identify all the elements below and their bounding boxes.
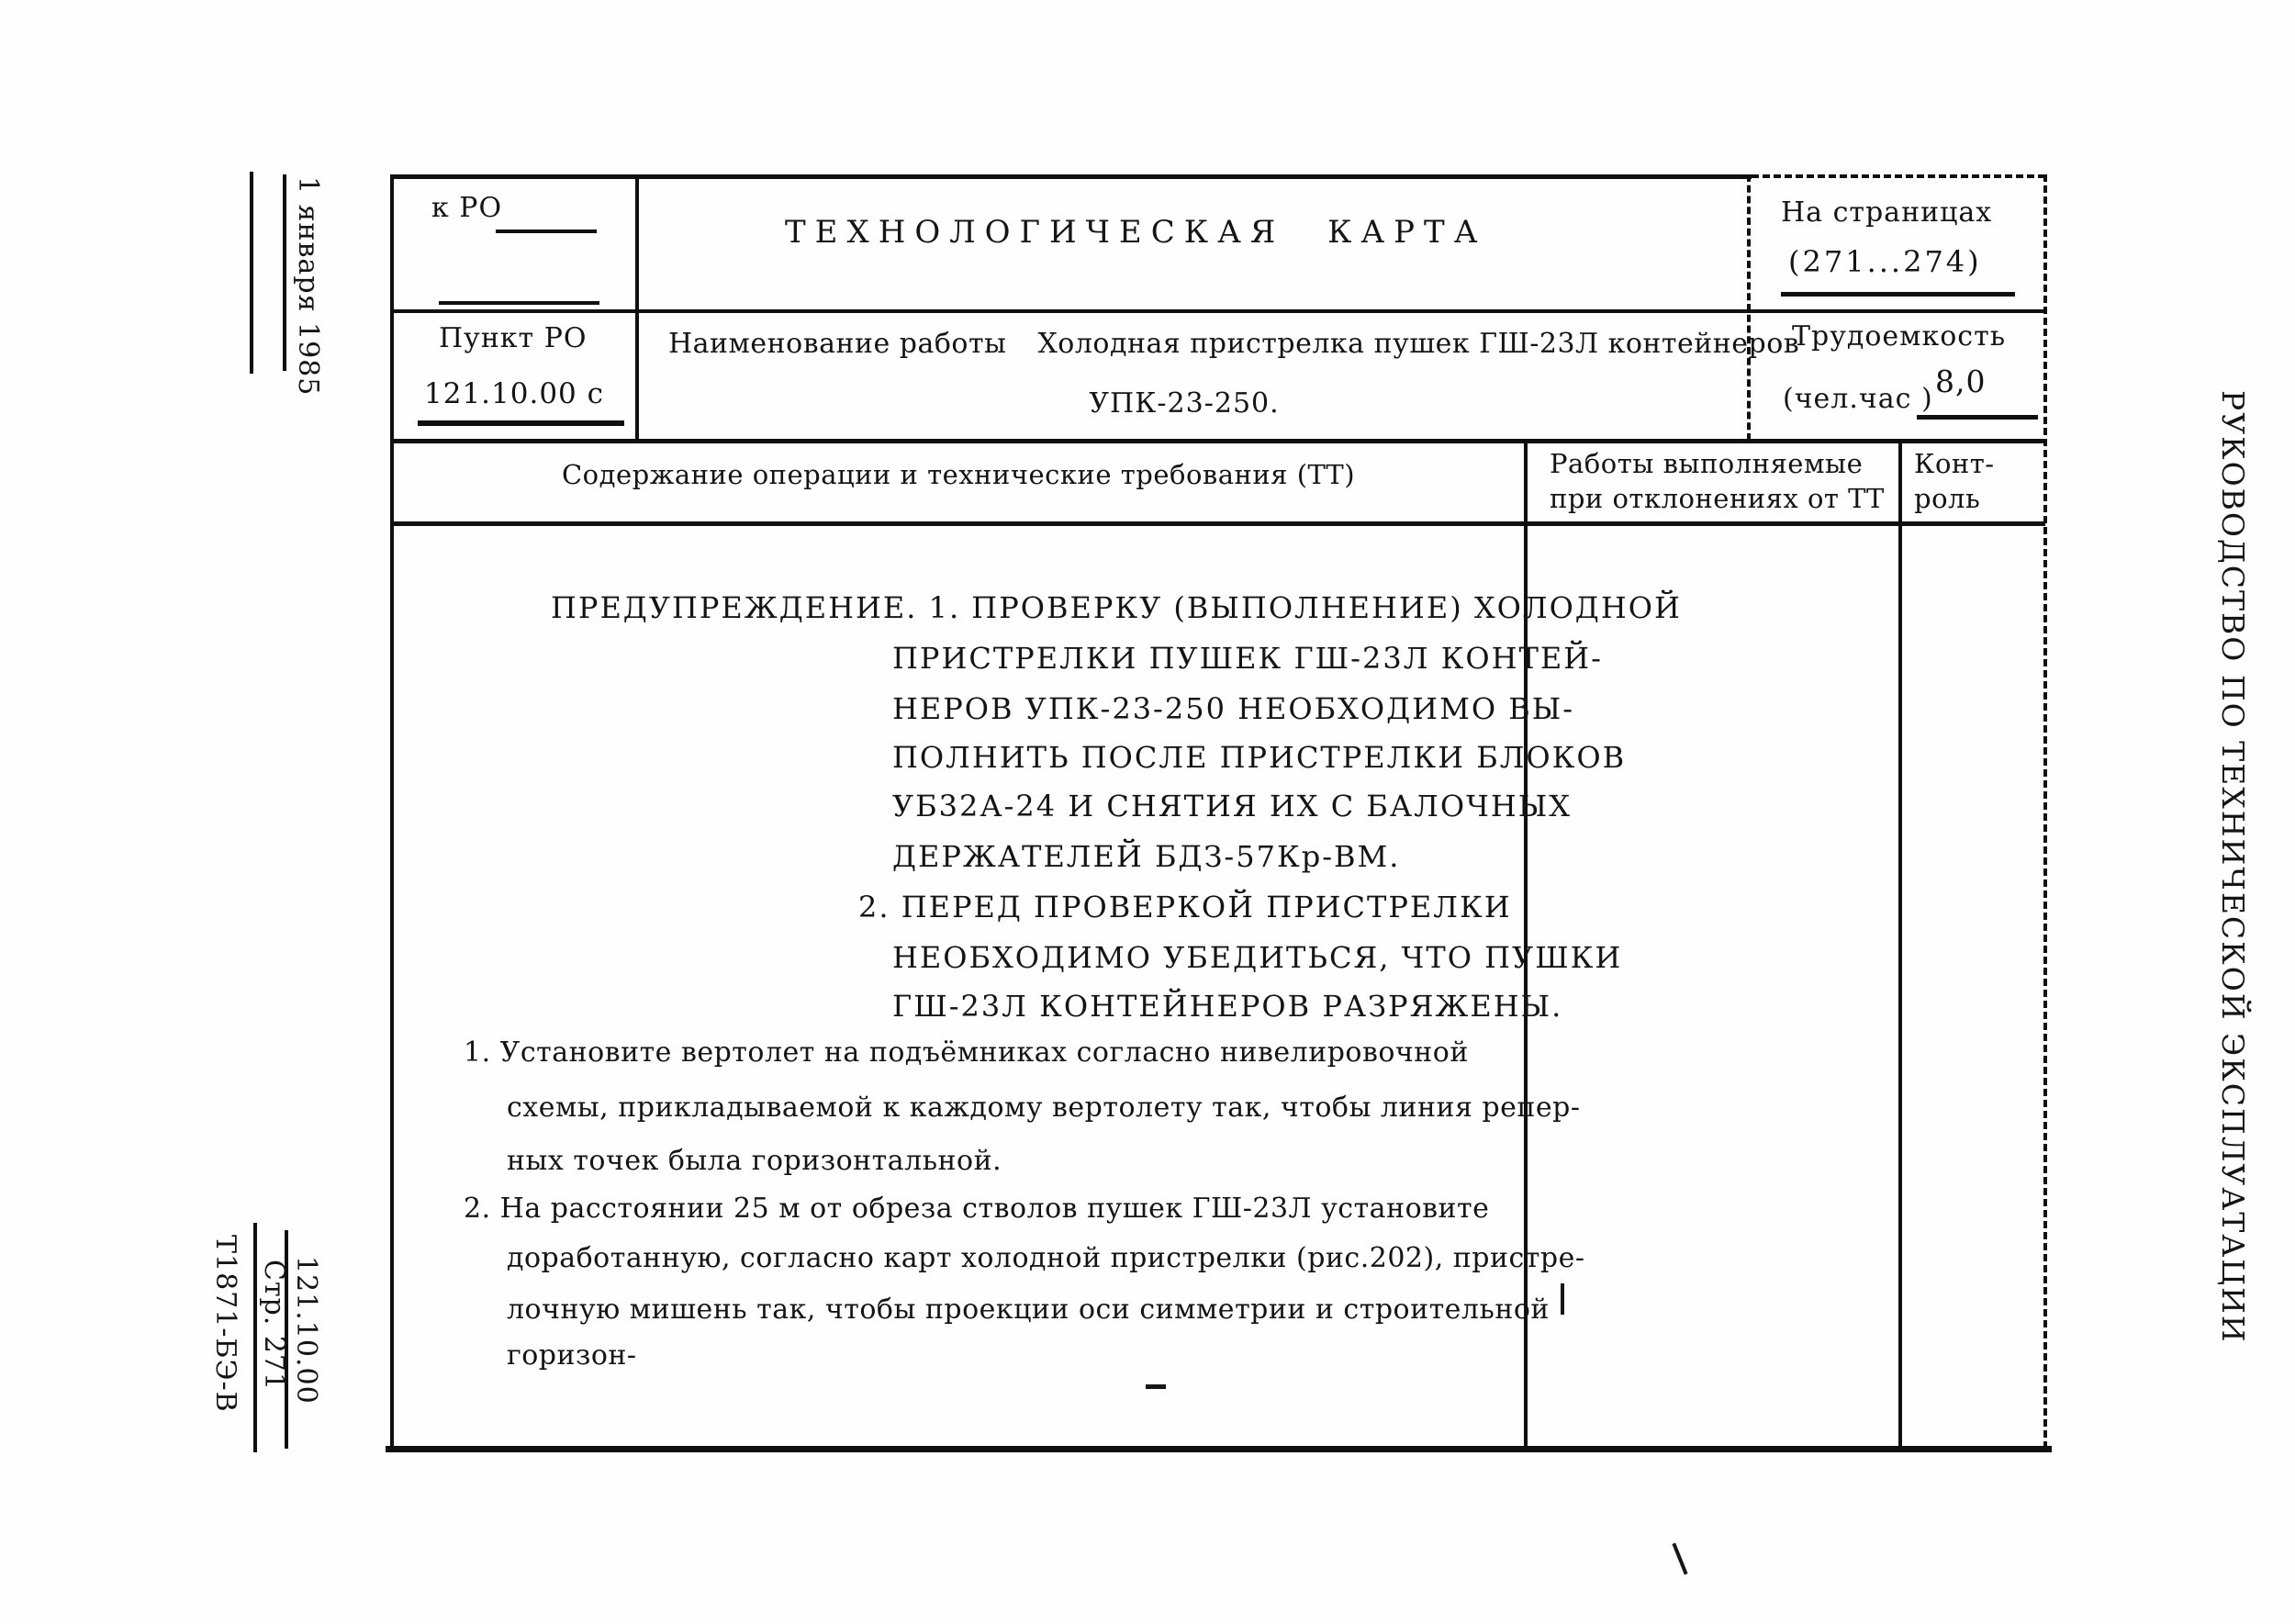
- warning-line-3: НЕРОВ УПК-23-250 НЕОБХОДИМО ВЫ-: [892, 691, 1575, 726]
- stray-backslash-mark: [1672, 1543, 1687, 1575]
- left-bottom-rule-2: [253, 1223, 257, 1452]
- pages-value: (271...274): [1788, 244, 1982, 279]
- warning-line-7: 2. ПЕРЕД ПРОВЕРКОЙ ПРИСТРЕЛКИ: [858, 890, 1512, 924]
- stray-tick-mark: [1561, 1283, 1564, 1315]
- warning-line-5: УБ32А-24 И СНЯТИЯ ИХ С БАЛОЧНЫХ: [892, 789, 1572, 823]
- cell-divider-pages-dashed: [1747, 174, 1751, 441]
- margin-page-number: Стр. 271: [258, 1260, 290, 1392]
- kro-label: к РО: [431, 192, 503, 224]
- work-name-line1: [668, 329, 1799, 359]
- labor-underline: [1917, 415, 2038, 420]
- warning-line-9: ГШ-23Л КОНТЕЙНЕРОВ РАЗРЯЖЕНЫ.: [892, 989, 1563, 1024]
- work-name-value: Холодная пристрелка пушек ГШ-23Л контейнеров: [1037, 328, 1800, 360]
- pages-underline: [1781, 292, 2015, 297]
- work-name-label: Наименование работы: [668, 328, 1007, 360]
- margin-date: 1 января 1985: [292, 176, 324, 397]
- column-divider-2: [1898, 441, 1902, 1448]
- left-margin-rule-outer: [250, 172, 253, 374]
- page-title: ТЕХНОЛОГИЧЕСКАЯ КАРТА: [785, 214, 1487, 251]
- step-line-5: доработанную, согласно карт холодной пристрелки (рис.202), пристре-: [507, 1242, 1585, 1274]
- margin-doc-number: 121.10.00: [290, 1256, 322, 1405]
- margin-manual-title: РУКОВОДСТВО ПО ТЕХНИЧЕСКОЙ ЭКСПЛУАТАЦИИ: [2215, 390, 2251, 1344]
- stray-dash-mark: [1146, 1384, 1166, 1389]
- col3-header-line2: роль: [1914, 483, 1981, 514]
- punkt-underline: [418, 420, 624, 426]
- step-line-6: лочную мишень так, чтобы проекции оси симметрии и строительной: [507, 1294, 1550, 1326]
- margin-doc-code: Т1871-БЭ-В: [209, 1235, 241, 1413]
- step-line-4: 2. На расстоянии 25 м от обреза стволов пушек ГШ-23Л установите: [464, 1193, 1490, 1225]
- col3-header-line1: Конт-: [1914, 448, 1995, 479]
- table-border-right-dashed: [2043, 174, 2047, 1449]
- warning-line-1: ПРЕДУПРЕЖДЕНИЕ. 1. ПРОВЕРКУ (ВЫПОЛНЕНИЕ) ХОЛОДНОЙ: [551, 590, 1682, 625]
- warning-line-2: ПРИСТРЕЛКИ ПУШЕК ГШ-23Л КОНТЕЙ-: [892, 641, 1603, 676]
- step-line-2: схемы, прикладываемой к каждому вертолету так, чтобы линия репер-: [507, 1092, 1581, 1124]
- table-border-bottom: [386, 1446, 2052, 1452]
- table-border-top: [390, 174, 1752, 179]
- kro-cell-underline: [439, 301, 599, 305]
- labor-value: 8,0: [1935, 364, 1987, 399]
- left-margin-rule-inner: [283, 174, 286, 371]
- col2-header-line2: при отклонениях от ТТ: [1550, 483, 1885, 514]
- labor-label: Трудоемкость: [1792, 320, 2007, 353]
- table-border-left: [390, 174, 394, 1452]
- col1-header: Содержание операции и технические требования (ТТ): [561, 459, 1356, 490]
- labor-unit: (чел.час ): [1783, 383, 1933, 415]
- punkt-value: 121.10.00 с: [424, 377, 604, 410]
- col2-header-line1: Работы выполняемые: [1550, 448, 1864, 479]
- warning-line-8: НЕОБХОДИМО УБЕДИТЬСЯ, ЧТО ПУШКИ: [892, 940, 1623, 975]
- pages-label: На страницах: [1781, 196, 1993, 229]
- step-line-3: ных точек была горизонтальной.: [507, 1145, 1002, 1177]
- step-line-1: 1. Установите вертолет на подъёмниках согласно нивелировочной: [464, 1036, 1469, 1069]
- step-line-7: горизон-: [507, 1339, 637, 1372]
- header-row-divider: [390, 521, 2045, 526]
- table-border-top-dashed: [1752, 174, 2045, 178]
- warning-line-6: ДЕРЖАТЕЛЕЙ БДЗ-57Кр-ВМ.: [892, 839, 1401, 874]
- work-name-line2: УПК-23-250.: [1089, 387, 1280, 420]
- punkt-label: Пункт РО: [439, 322, 588, 354]
- warning-line-4: ПОЛНИТЬ ПОСЛЕ ПРИСТРЕЛКИ БЛОКОВ: [892, 740, 1627, 775]
- kro-blank-underline: [496, 230, 597, 233]
